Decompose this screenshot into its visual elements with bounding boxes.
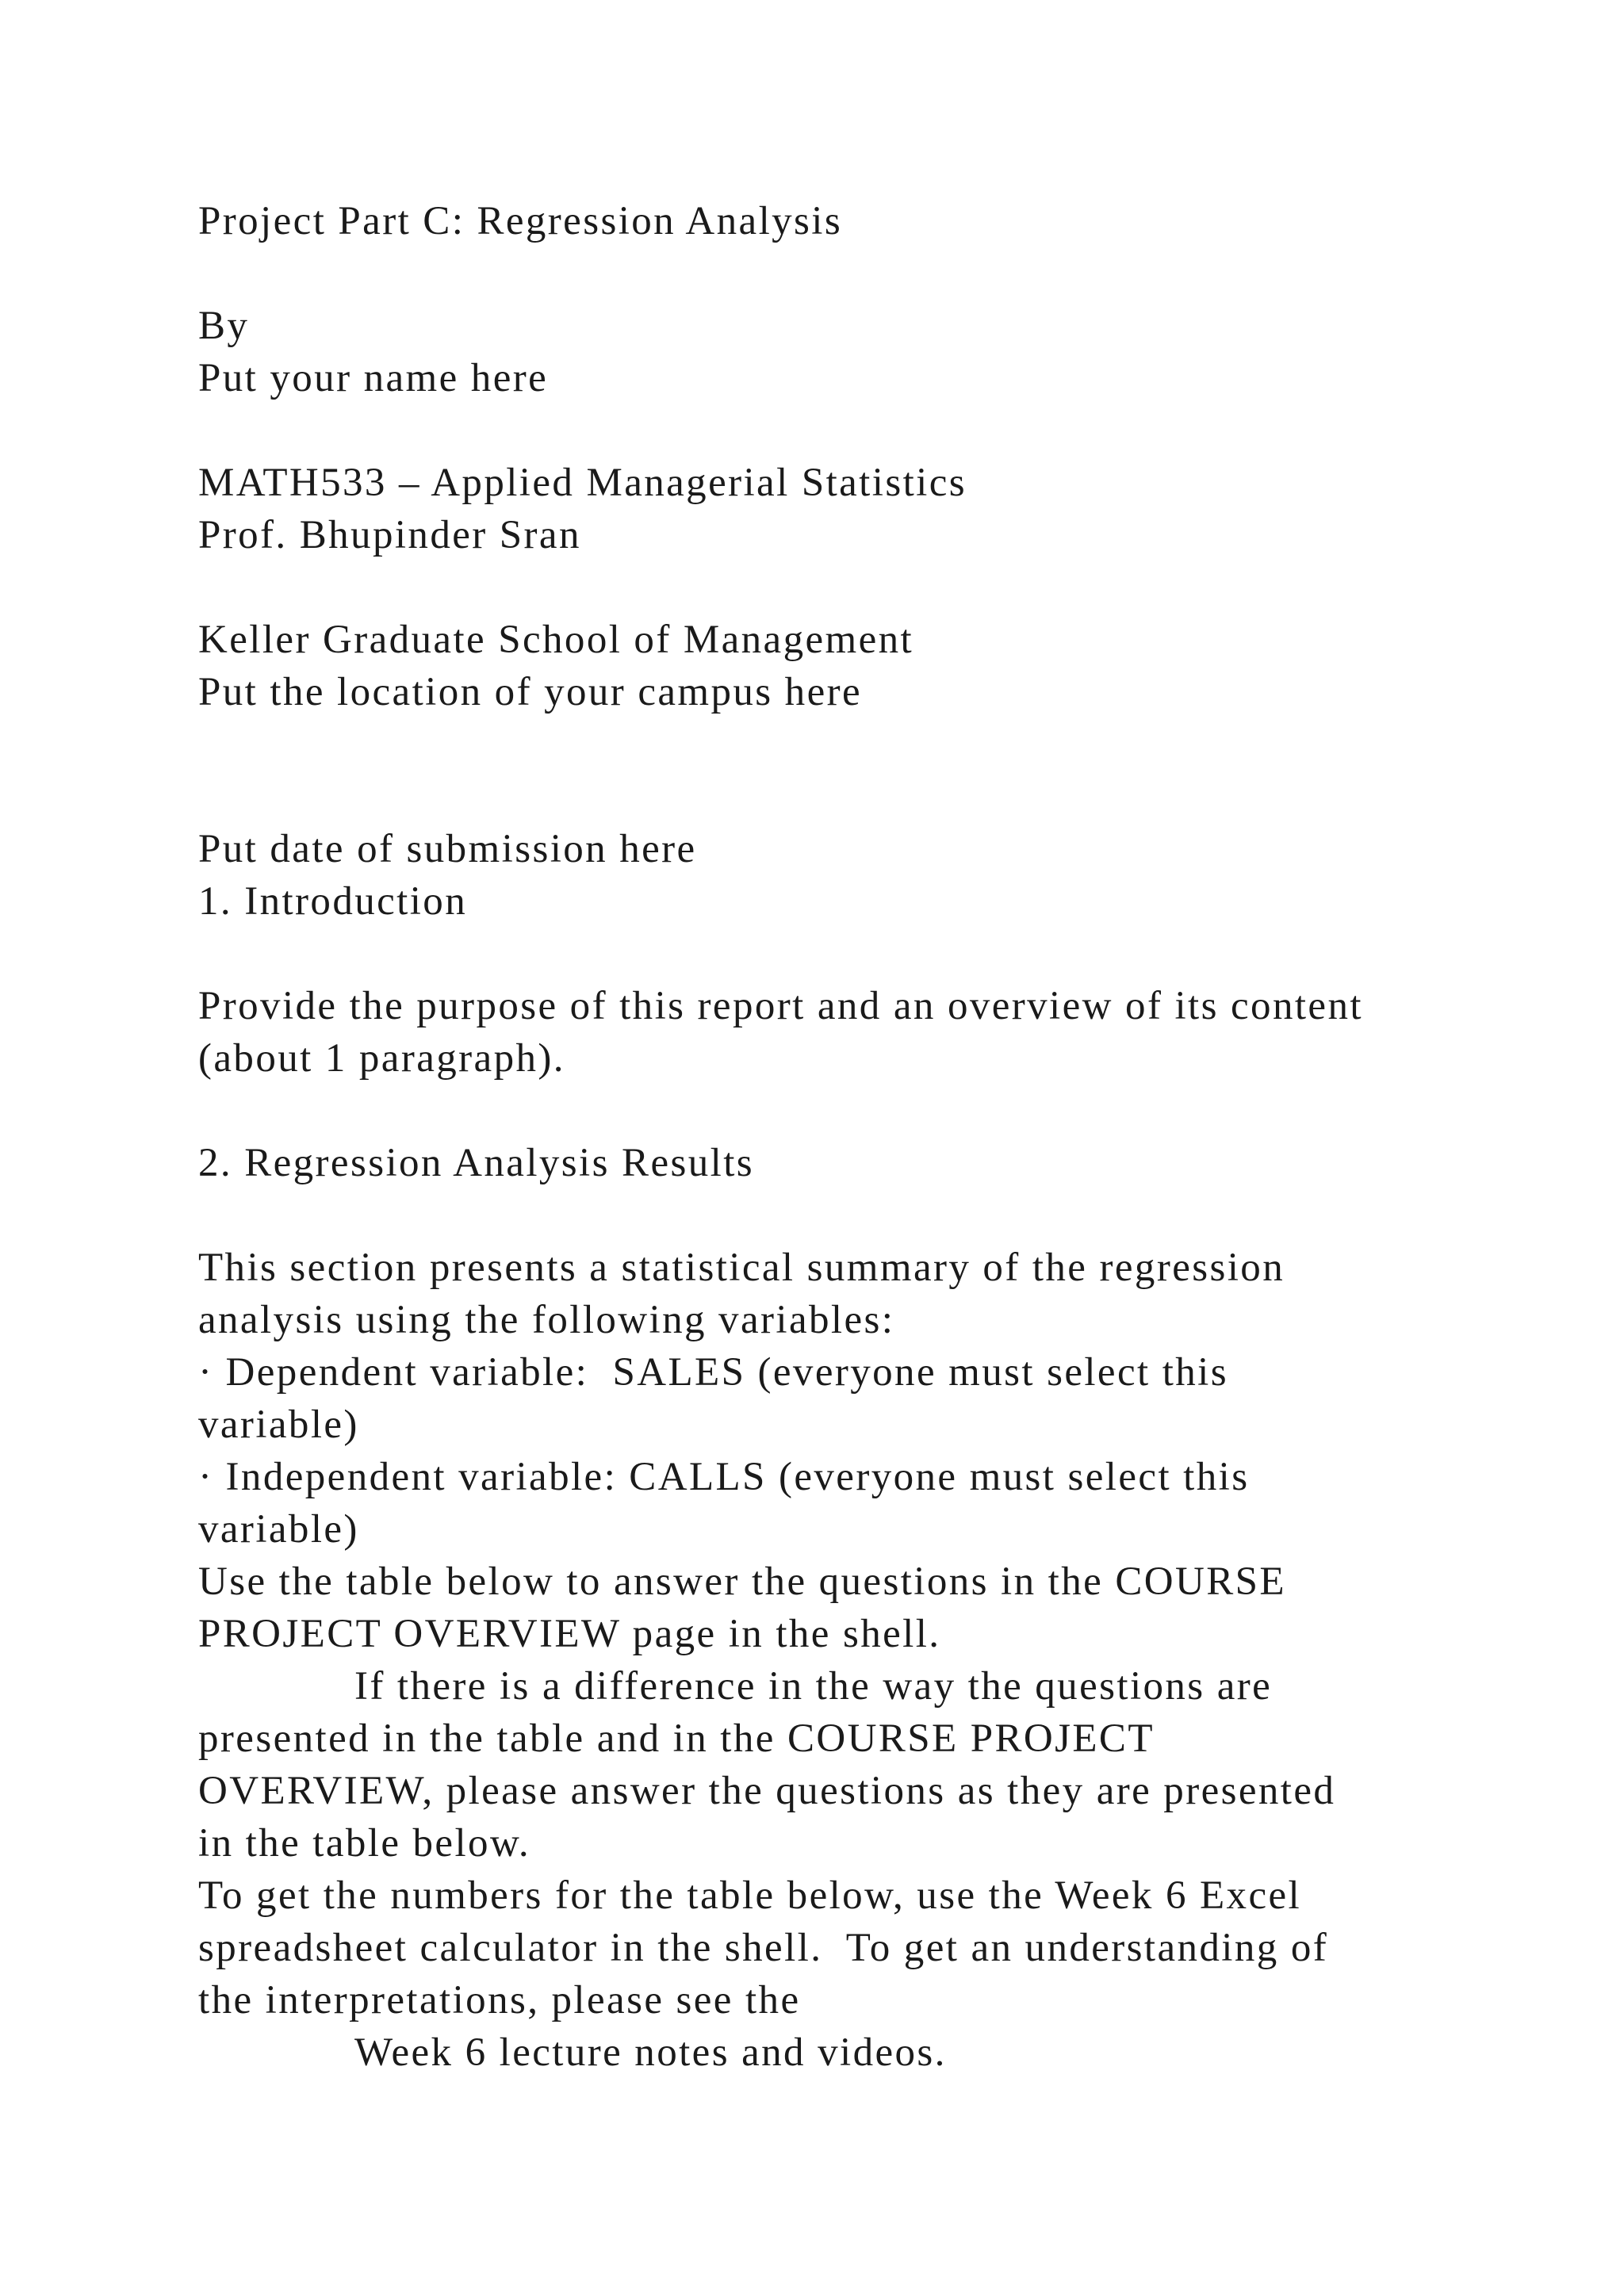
- document-title: Project Part C: Regression Analysis: [198, 199, 843, 243]
- spacer: [198, 1189, 1483, 1242]
- spacer: [198, 771, 1483, 823]
- section-1-heading: 1. Introduction: [198, 879, 468, 924]
- difference-note-line: presented in the table and in the COURSE PROJECT: [198, 1716, 1155, 1761]
- author-placeholder: Put your name here: [198, 356, 549, 400]
- document-page: [198, 195, 1483, 2079]
- difference-note-line: in the table below.: [198, 1821, 531, 1866]
- spacer: [198, 1085, 1483, 1137]
- numbers-instruction-line: To get the numbers for the table below, use the Week 6 Excel: [198, 1873, 1302, 1918]
- intro-text-line: Provide the purpose of this report and an overview of its content: [198, 984, 1363, 1028]
- spacer: [198, 928, 1483, 980]
- summary-text-line: This section presents a statistical summary of the regression: [198, 1246, 1285, 1290]
- dependent-variable-bullet: · Dependent variable: SALES (everyone must select this: [198, 1350, 1228, 1395]
- numbers-instruction-line: Week 6 lecture notes and videos.: [354, 2030, 947, 2075]
- campus-placeholder: Put the location of your campus here: [198, 670, 863, 714]
- difference-note-line: OVERVIEW, please answer the questions as they are presented: [198, 1769, 1336, 1813]
- section-2-heading: 2. Regression Analysis Results: [198, 1141, 755, 1185]
- independent-variable-bullet-cont: variable): [198, 1507, 359, 1552]
- dependent-variable-bullet-cont: variable): [198, 1402, 359, 1447]
- spacer: [198, 718, 1483, 771]
- spacer: [198, 404, 1483, 457]
- by-label: By: [198, 304, 250, 348]
- school-name: Keller Graduate School of Management: [198, 618, 914, 662]
- table-instruction-line: Use the table below to answer the questions in the COURSE: [198, 1559, 1286, 1604]
- spacer: [198, 247, 1483, 300]
- numbers-instruction-line: the interpretations, please see the: [198, 1978, 801, 2022]
- numbers-instruction-line: spreadsheet calculator in the shell. To get an understanding of: [198, 1926, 1329, 1970]
- table-instruction-line: PROJECT OVERVIEW page in the shell.: [198, 1612, 941, 1656]
- date-placeholder: Put date of submission here: [198, 827, 697, 871]
- professor-name: Prof. Bhupinder Sran: [198, 513, 581, 557]
- spacer: [198, 561, 1483, 614]
- summary-text-line: analysis using the following variables:: [198, 1298, 895, 1342]
- intro-text-line: (about 1 paragraph).: [198, 1036, 565, 1081]
- course-name: MATH533 – Applied Managerial Statistics: [198, 461, 967, 505]
- independent-variable-bullet: · Independent variable: CALLS (everyone must select this: [198, 1455, 1250, 1499]
- difference-note-line: If there is a difference in the way the questions are: [354, 1664, 1273, 1709]
